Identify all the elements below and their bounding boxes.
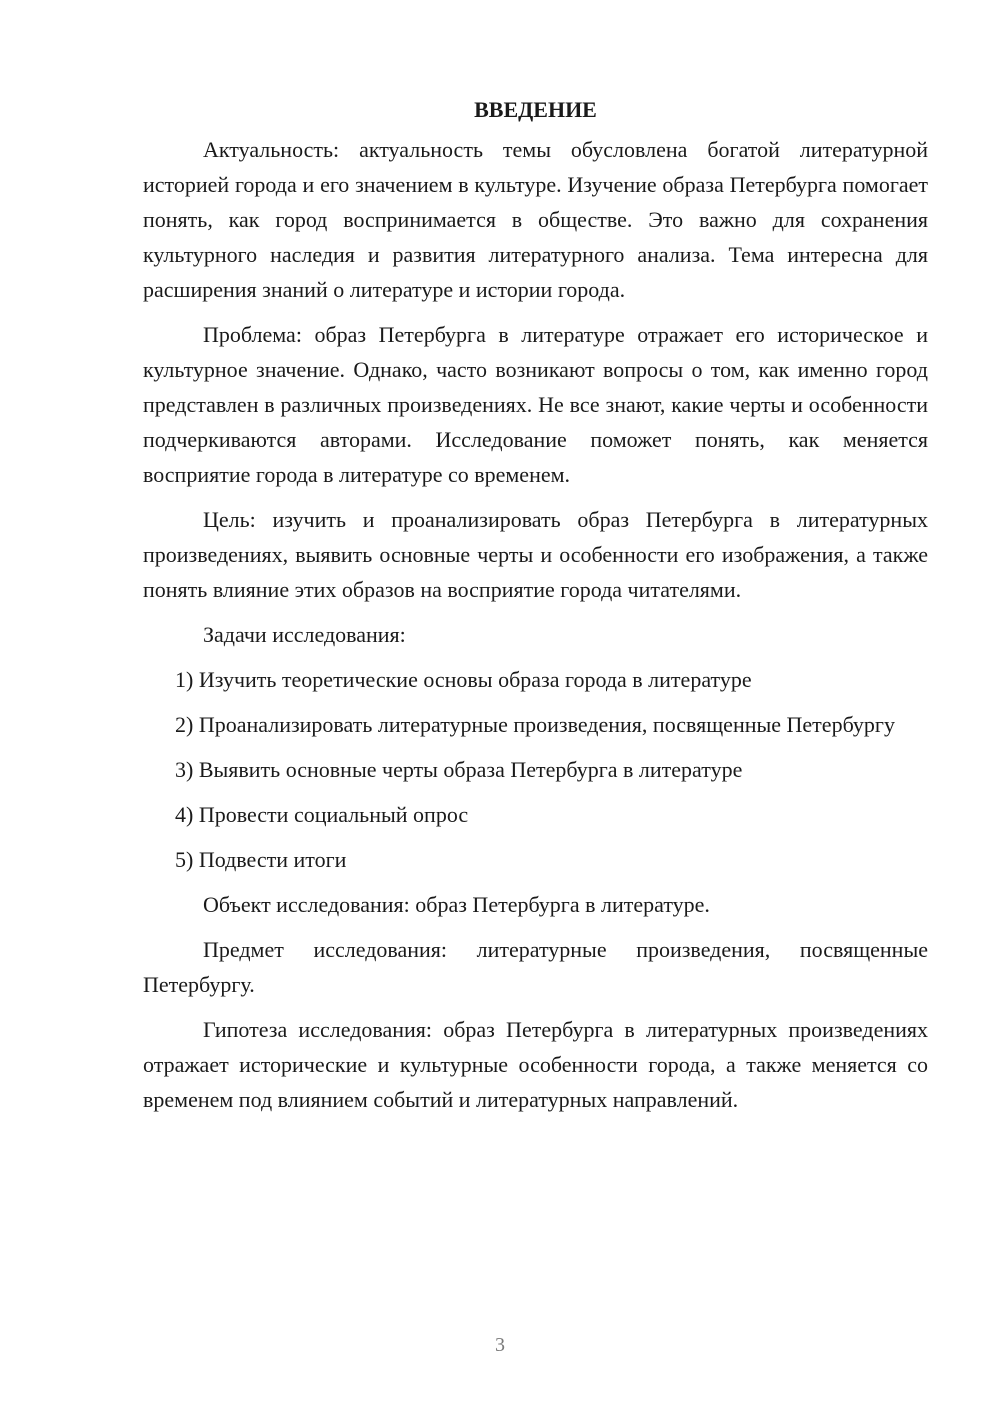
- subject-paragraph: Предмет исследования: литературные произведения, посвященные Петербургу.: [143, 937, 928, 997]
- task-item: 2) Проанализировать литературные произведения, посвященные Петербургу: [175, 712, 895, 737]
- task-item: 1) Изучить теоретические основы образа города в литературе: [175, 667, 752, 692]
- task-item: 4) Провести социальный опрос: [175, 802, 469, 827]
- hypothesis-paragraph: Гипотеза исследования: образ Петербурга в литературных произведениях отражает исторические и культурные особенности города, а также меняется со временем под влиянием событий и литературных направлений.: [143, 1017, 928, 1112]
- task-item: 3) Выявить основные черты образа Петербурга в литературе: [175, 757, 743, 782]
- document-page: [143, 96, 928, 1127]
- page-number: 3: [495, 1334, 505, 1356]
- relevance-paragraph: Актуальность: актуальность темы обусловлена богатой литературной историей города и его значением в культуре. Изучение образа Петербурга помогает понять, как город воспринимается в обществе. Это важно для сохранения культурного наследия и развития литературного анализа. Тема интересна для расширения знаний о литературе и истории города.: [143, 137, 928, 302]
- tasks-heading: Задачи исследования:: [203, 622, 406, 647]
- object-paragraph: Объект исследования: образ Петербурга в литературе.: [203, 892, 710, 917]
- task-item: 5) Подвести итоги: [175, 847, 347, 872]
- goal-paragraph: Цель: изучить и проанализировать образ Петербурга в литературных произведениях, выявить основные черты и особенности его изображения, а также понять влияние этих образов на восприятие города читателями.: [143, 507, 928, 602]
- section-title: ВВЕДЕНИЕ: [474, 97, 597, 122]
- problem-paragraph: Проблема: образ Петербурга в литературе отражает его историческое и культурное значение. Однако, часто возникают вопросы о том, как именно город представлен в различных произведениях. Не все знают, какие черты и особенности подчеркиваются авторами. Исследование поможет понять, как меняется восприятие города в литературе со временем.: [143, 322, 928, 487]
